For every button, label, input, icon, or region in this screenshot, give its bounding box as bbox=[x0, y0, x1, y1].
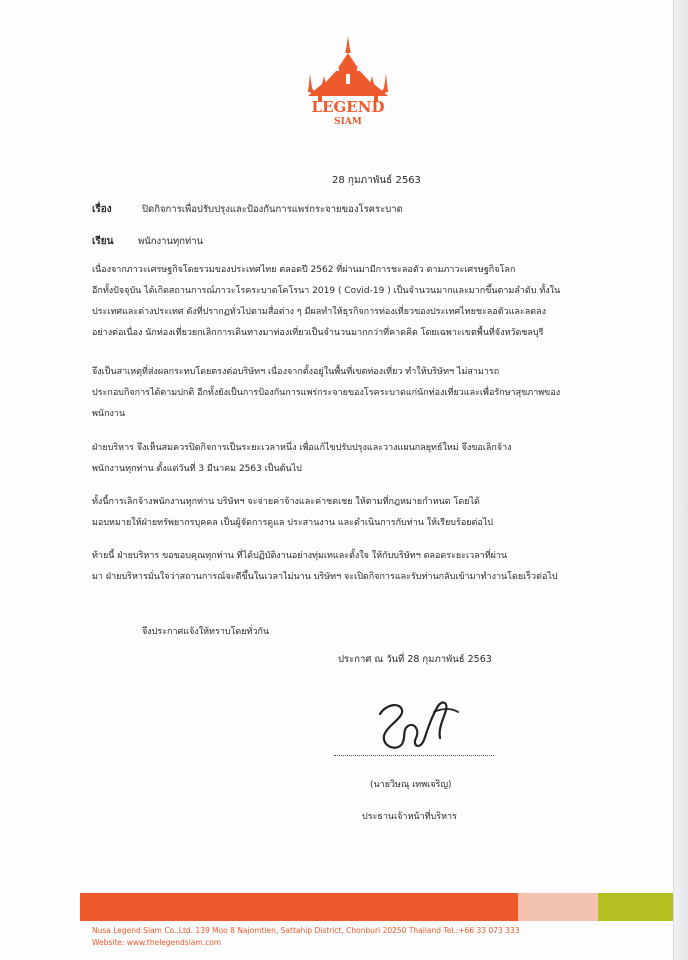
paragraph-line: มา ฝ่ายบริหารมั่นใจว่าสถานการณ์จะดีขึ้นในเวลาไม่นาน บริษัทฯ จะเปิดกิจการและรับท่านกลับเข้ามาทำงานโดยเร็วต่อไป bbox=[92, 572, 558, 582]
logo-main-text: LEGEND bbox=[311, 98, 385, 116]
paragraph-4 bbox=[92, 492, 632, 534]
temple-roof-logo-icon bbox=[296, 34, 400, 126]
legend-siam-logo bbox=[296, 34, 400, 126]
paragraph-5 bbox=[92, 546, 632, 588]
footer-bar-peach bbox=[518, 893, 598, 921]
letter-date: 28 กุมภาพันธ์ 2563 bbox=[332, 175, 421, 186]
page-edge-shadow bbox=[673, 0, 688, 960]
paragraph-1 bbox=[92, 260, 632, 344]
paragraph-2 bbox=[92, 362, 632, 425]
handwritten-signature bbox=[372, 692, 468, 758]
signature-line bbox=[334, 755, 494, 756]
paragraph-line: ฝ่ายบริหาร จึงเห็นสมควรปิดกิจการเป็นระยะเวลาหนึ่ง เพื่อแก้ไขปรับปรุงและวางแผนกลยุทธ์ใหม่ จึงขอเลิกจ้าง bbox=[92, 443, 512, 453]
closing-text: จึงประกาศแจ้งให้ทราบโดยทั่วกัน bbox=[142, 627, 270, 637]
paragraph-line: พนักงานทุกท่าน ตั้งแต่วันที่ 3 มีนาคม 2563 เป็นต้นไป bbox=[92, 464, 302, 474]
recipient-label: เรียน bbox=[92, 236, 114, 247]
paragraph-3 bbox=[92, 438, 632, 480]
footer-website: Website: www.thelegendsiam.com bbox=[92, 938, 222, 947]
paragraph-line: ทั้งนี้การเลิกจ้างพนักงานทุกท่าน บริษัทฯ จะจ่ายค่าจ้างและค่าชดเชย ให้ตามที่กฎหมายกำหนด โดยได้ bbox=[92, 497, 480, 507]
paragraph-line: ประเทศและต่างประเทศ ดังที่ปรากฏทั่วไปตามสื่อต่าง ๆ มีผลทำให้ธุรกิจการท่องเที่ยวของประเทศไทยชะลอตัวและลดลง bbox=[92, 307, 547, 317]
announcement-date: ประกาศ ณ วันที่ 28 กุมภาพันธ์ 2563 bbox=[338, 654, 492, 665]
paragraph-line: มอบหมายให้ฝ่ายทรัพยากรบุคคล เป็นผู้จัดการดูแล ประสานงาน และดำเนินการกับท่าน ให้เรียบร้อยต่อไป bbox=[92, 518, 493, 528]
paragraph-line: เนื่องจากภาวะเศรษฐกิจโดยรวมของประเทศไทย ตลอดปี 2562 ที่ผ่านมามีการชะลอตัว ตามภาวะเศรษฐกิจโลก bbox=[92, 265, 516, 275]
footer-address: Nusa Legend Siam Co.,Ltd. 139 Moo 8 Najomtien, Sattahip District, Chonburi 20250 Thailand Tel.:+66 33 073 333 bbox=[92, 926, 520, 935]
subject-label: เรื่อง bbox=[92, 204, 112, 215]
signature-icon bbox=[372, 692, 468, 758]
paragraph-line: พนักงาน bbox=[92, 409, 126, 419]
subject-text: ปิดกิจการเพื่อปรับปรุงและป้องกันการแพร่กระจายของโรคระบาด bbox=[142, 204, 403, 215]
paragraph-line: อีกทั้งปัจจุบัน ได้เกิดสถานการณ์ภาวะโรคระบาดโคโรนา 2019 ( Covid-19 ) เป็นจำนวนมากและมากขึ้นตามลำดับ ทั้งใน bbox=[92, 286, 561, 296]
signer-title: ประธานเจ้าหน้าที่บริหาร bbox=[362, 812, 457, 822]
paragraph-line: อย่างต่อเนื่อง นักท่องเที่ยวยกเลิกการเดินทางมาท่องเที่ยวเป็นจำนวนมากกว่าที่คาดคิด โดยเฉพาะเขตพื้นที่จังหวัดชลบุรี bbox=[92, 328, 544, 338]
footer-bar-orange bbox=[80, 893, 518, 921]
paragraph-line: ท้ายนี้ ฝ่ายบริหาร ขอขอบคุณทุกท่าน ที่ได้ปฏิบัติงานอย่างทุ่มเทและตั้งใจ ให้กับบริษัทฯ ตลอดระยะเวลาที่ผ่าน bbox=[92, 551, 508, 561]
footer-bar-green bbox=[598, 893, 680, 921]
recipient-text: พนักงานทุกท่าน bbox=[138, 236, 204, 247]
logo-sub-text: SIAM bbox=[334, 117, 362, 126]
paragraph-line: จึงเป็นสาเหตุที่ส่งผลกระทบโดยตรงต่อบริษัทฯ เนื่องจากตั้งอยู่ในพื้นที่เขตท่องเที่ยว ทำให้บริษัทฯ ไม่สามารถ bbox=[92, 367, 500, 377]
signer-name: (นายวิษณุ เทพเจริญ) bbox=[370, 780, 452, 790]
paragraph-line: ประกอบกิจการได้ตามปกติ อีกทั้งยังเป็นการป้องกันการแพร่กระจายของโรคระบาดแก่นักท่องเที่ยวและเพื่อรักษาสุขภาพของ bbox=[92, 388, 561, 398]
